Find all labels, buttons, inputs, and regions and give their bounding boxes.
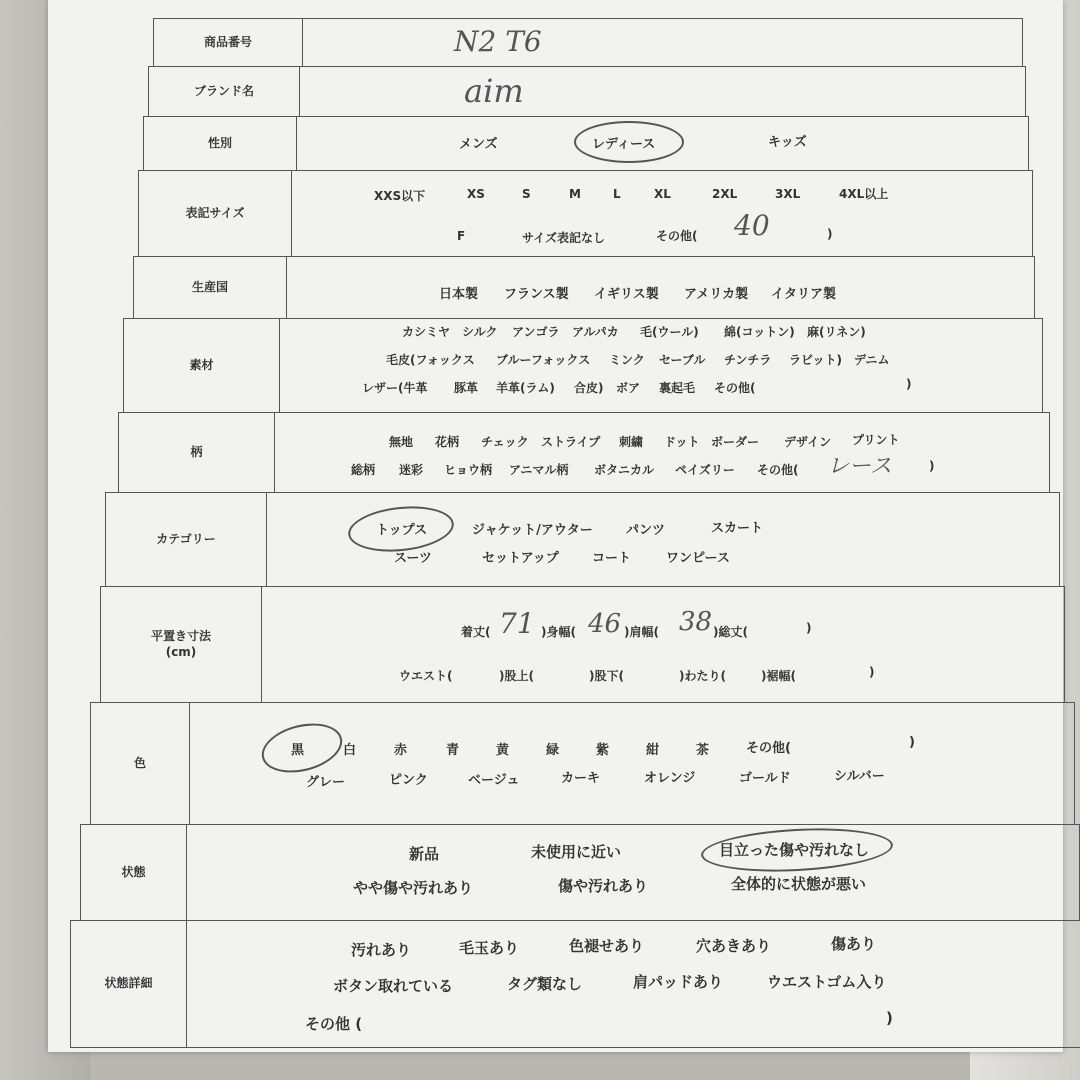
measure-length-open: 着丈( [461, 625, 491, 639]
gender-row [143, 116, 1029, 170]
detail-elastic-waist: ウエストゴム入り [767, 973, 887, 991]
country-usa: アメリカ製 [684, 287, 749, 302]
material-row [123, 318, 1043, 412]
detail-scratches: 傷あり [831, 935, 877, 953]
measure-inseam-open: )股下( [589, 669, 624, 683]
condition-poor: 全体的に状態が悪い [731, 875, 867, 893]
size-other-open: その他( [656, 229, 698, 243]
condition-row [80, 824, 1080, 920]
detail-other-close: ) [886, 1009, 893, 1027]
measurements-row [100, 586, 1065, 702]
pattern-leopard: ヒョウ柄 [444, 463, 493, 477]
color-khaki: カーキ [561, 771, 601, 786]
material-alpaca: アルパカ [572, 325, 619, 339]
gender-ladies: レディース [592, 137, 656, 152]
condition-detail-label: 状態詳細 [71, 921, 187, 1047]
item-number-value: N2 T6 [454, 25, 542, 58]
size-m: M [569, 187, 581, 201]
color-orange: オレンジ [644, 771, 696, 786]
color-brown: 茶 [696, 743, 710, 758]
measure-total-open: )総丈( [713, 625, 748, 639]
measure-rise-open: )股上( [499, 669, 534, 683]
detail-pilling: 毛玉あり [459, 939, 520, 957]
category-onepiece: ワンピース [666, 551, 730, 566]
color-green: 緑 [546, 743, 560, 758]
pattern-animal: アニマル柄 [509, 463, 569, 477]
pattern-design: デザイン [784, 435, 832, 449]
size-l: L [613, 187, 621, 201]
material-blue-fox: ブルーフォックス [496, 353, 591, 367]
pattern-row [118, 412, 1050, 492]
material-wool: 毛(ウール) [640, 325, 699, 339]
detail-holes: 穴あきあり [696, 937, 772, 955]
pattern-stripe: ストライプ [541, 435, 601, 449]
category-setup: セットアップ [482, 551, 559, 566]
product-info-sheet [48, 0, 1063, 1052]
pattern-label: 柄 [119, 413, 275, 492]
measure-shoulder-value: 38 [679, 607, 713, 637]
material-other-close: ) [906, 377, 912, 391]
material-boa: ボア [616, 381, 641, 395]
category-row [105, 492, 1060, 586]
pattern-other-close: ) [929, 459, 935, 473]
condition-some-damage: やや傷や汚れあり [353, 879, 474, 897]
brand-label: ブランド名 [149, 67, 300, 116]
category-jacket: ジャケット/アウター [472, 523, 593, 538]
material-mink: ミンク [609, 353, 645, 367]
color-white: 白 [343, 743, 357, 758]
pattern-camo: 迷彩 [399, 463, 424, 477]
gender-mens: メンズ [459, 137, 498, 152]
pattern-border: ボーダー [711, 435, 760, 449]
measure-shoulder-open: )肩幅( [624, 625, 659, 639]
brand-row [148, 66, 1026, 116]
size-xs: XS [467, 187, 485, 201]
color-yellow: 黄 [496, 743, 510, 758]
measure-length-value: 71 [499, 607, 535, 640]
gender-selection-circle [574, 121, 684, 163]
condition-no-noticeable-damage: 目立った傷や汚れなし [719, 841, 870, 859]
material-silk: シルク [462, 325, 498, 339]
material-fur-fox: 毛皮(フォックス [386, 353, 475, 367]
pattern-allover: 総柄 [351, 463, 376, 477]
size-s: S [522, 187, 531, 201]
country-italy: イタリア製 [771, 287, 837, 302]
pattern-embroidery: 刺繍 [619, 435, 644, 449]
size-xxs: XXS以下 [374, 189, 426, 203]
material-cotton: 綿(コットン) [724, 325, 795, 339]
material-label: 素材 [124, 319, 280, 412]
category-label: カテゴリー [106, 493, 267, 586]
size-4xl: 4XL以上 [839, 187, 889, 201]
pattern-check: チェック [481, 435, 529, 449]
gender-label: 性別 [144, 117, 297, 170]
condition-selection-circle [700, 824, 894, 876]
category-suit: スーツ [394, 551, 432, 566]
pattern-other-value: レース [827, 454, 892, 479]
pattern-plain: 無地 [389, 435, 414, 449]
material-other-open: その他( [714, 381, 756, 395]
measure-total-close: ) [806, 621, 812, 635]
color-purple: 紫 [596, 743, 610, 758]
condition-damaged: 傷や汚れあり [558, 877, 649, 895]
detail-fading: 色褪せあり [569, 937, 645, 955]
color-other-close: ) [909, 735, 915, 750]
measure-width-open: )身幅( [541, 625, 576, 639]
color-silver: シルバー [834, 769, 885, 784]
material-rabbit: ラビット) [789, 353, 843, 367]
pattern-print: プリント [852, 433, 900, 447]
detail-shoulder-pads: 肩パッドあり [633, 973, 724, 991]
detail-stains: 汚れあり [351, 941, 412, 959]
color-blue: 青 [446, 743, 460, 758]
pattern-floral: 花柄 [435, 435, 460, 449]
size-xl: XL [654, 187, 671, 201]
condition-near-unused: 未使用に近い [531, 843, 622, 861]
category-tops: トップス [376, 523, 428, 538]
condition-new: 新品 [409, 845, 440, 863]
material-synthetic: 合皮) [574, 381, 604, 395]
material-linen: 麻(リネン) [807, 325, 866, 339]
color-navy: 紺 [646, 743, 660, 758]
measurements-label: 平置き寸法 [150, 628, 211, 643]
size-3xl: 3XL [775, 187, 801, 201]
color-row [90, 702, 1075, 824]
material-cashmere: カシミヤ [402, 325, 451, 339]
material-angora: アンゴラ [512, 325, 560, 339]
item-number-label: 商品番号 [154, 19, 303, 66]
detail-no-tags: タグ類なし [507, 975, 583, 993]
material-leather: レザー(牛革 [362, 381, 428, 395]
color-pink: ピンク [389, 773, 428, 788]
country-uk: イギリス製 [594, 287, 659, 302]
measurements-unit: (cm) [165, 644, 197, 659]
country-france: フランス製 [504, 287, 569, 302]
material-brushed: 裏起毛 [659, 381, 696, 395]
measure-width-value: 46 [588, 609, 622, 639]
material-sable: セーブル [659, 353, 706, 367]
condition-label: 状態 [81, 825, 187, 920]
category-pants: パンツ [626, 523, 666, 538]
brand-value: aim [464, 72, 524, 110]
size-other-close: ) [827, 227, 833, 241]
item-number-row [153, 18, 1023, 66]
gender-kids: キッズ [768, 135, 807, 150]
size-no-label: サイズ表記なし [522, 231, 606, 245]
pattern-dot: ドット [664, 435, 700, 449]
color-gray: グレー [306, 775, 346, 790]
color-label: 色 [91, 703, 190, 824]
material-lamb: 羊革(ラム) [496, 381, 555, 395]
material-pigskin: 豚革 [454, 381, 479, 395]
measure-thigh-open: )わたり( [679, 669, 726, 683]
measure-hem-open: )裾幅( [761, 669, 796, 683]
measure-waist-open: ウエスト( [399, 669, 453, 683]
color-gold: ゴールド [739, 771, 791, 786]
color-other-open: その他( [746, 741, 791, 756]
country-japan: 日本製 [439, 287, 479, 302]
size-2xl: 2XL [712, 187, 738, 201]
detail-other-open: その他 ( [305, 1015, 363, 1033]
size-other-value: 40 [734, 209, 770, 242]
size-f: F [457, 229, 466, 243]
category-coat: コート [592, 551, 632, 566]
country-label: 生産国 [134, 257, 287, 318]
pattern-botanical: ボタニカル [594, 463, 655, 477]
category-skirt: スカート [711, 521, 764, 536]
material-denim: デニム [854, 353, 890, 367]
pattern-other-open: その他( [757, 463, 799, 477]
size-label: 表記サイズ [139, 171, 292, 256]
material-chinchilla: チンチラ [724, 353, 772, 367]
measurements-label-box [101, 587, 262, 702]
color-red: 赤 [394, 743, 408, 758]
size-row [138, 170, 1033, 256]
measure-hem-close: ) [869, 665, 875, 679]
pattern-paisley: ペイズリー [675, 463, 735, 477]
color-beige: ベージュ [468, 773, 520, 788]
condition-detail-row [70, 920, 1080, 1048]
country-row [133, 256, 1035, 318]
color-black: 黒 [291, 743, 305, 758]
detail-button-missing: ボタン取れている [333, 977, 454, 995]
